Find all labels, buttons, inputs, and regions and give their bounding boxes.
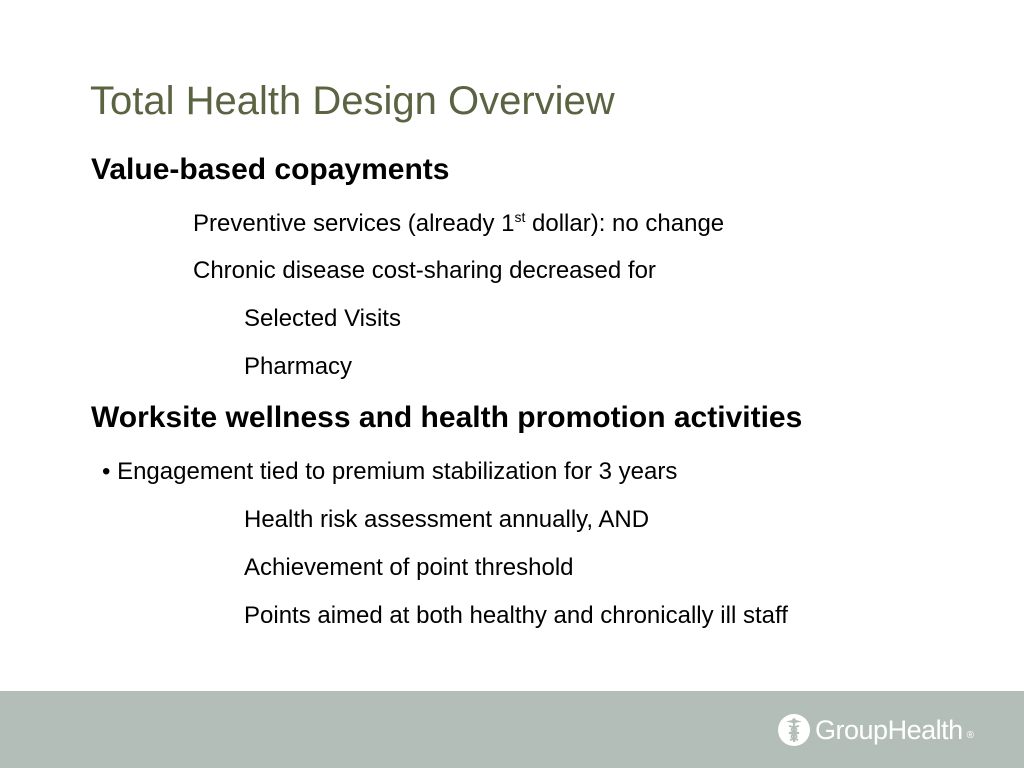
sub-item-hra: Health risk assessment annually, AND	[244, 506, 650, 533]
grouphealth-logo	[777, 713, 974, 747]
bullet-item-text: Engagement tied to premium stabilization for 3 years	[117, 458, 678, 485]
ordinal-suffix: st	[514, 209, 526, 225]
caduceus-icon	[777, 713, 811, 747]
logo-wordmark: GroupHealth	[815, 714, 963, 745]
section-heading-copayments: Value-based copayments	[91, 153, 450, 186]
list-item-text: Preventive services (already 1	[193, 210, 515, 237]
sub-item-threshold: Achievement of point threshold	[244, 554, 574, 581]
bullet-item-engagement	[102, 457, 677, 487]
sub-item-points: Points aimed at both healthy and chronically ill staff	[244, 602, 788, 629]
sub-item-selected-visits: Selected Visits	[244, 305, 401, 332]
list-item-chronic: Chronic disease cost-sharing decreased for	[193, 257, 656, 284]
bullet-icon: •	[102, 458, 111, 485]
list-item-text: dollar): no change	[525, 210, 725, 237]
sub-item-pharmacy: Pharmacy	[244, 353, 353, 380]
footer-bar	[0, 691, 1024, 768]
list-item-preventive	[193, 209, 724, 239]
section-heading-wellness: Worksite wellness and health promotion activities	[91, 401, 803, 434]
slide-title: Total Health Design Overview	[90, 79, 615, 123]
registered-mark: ®	[966, 730, 974, 741]
